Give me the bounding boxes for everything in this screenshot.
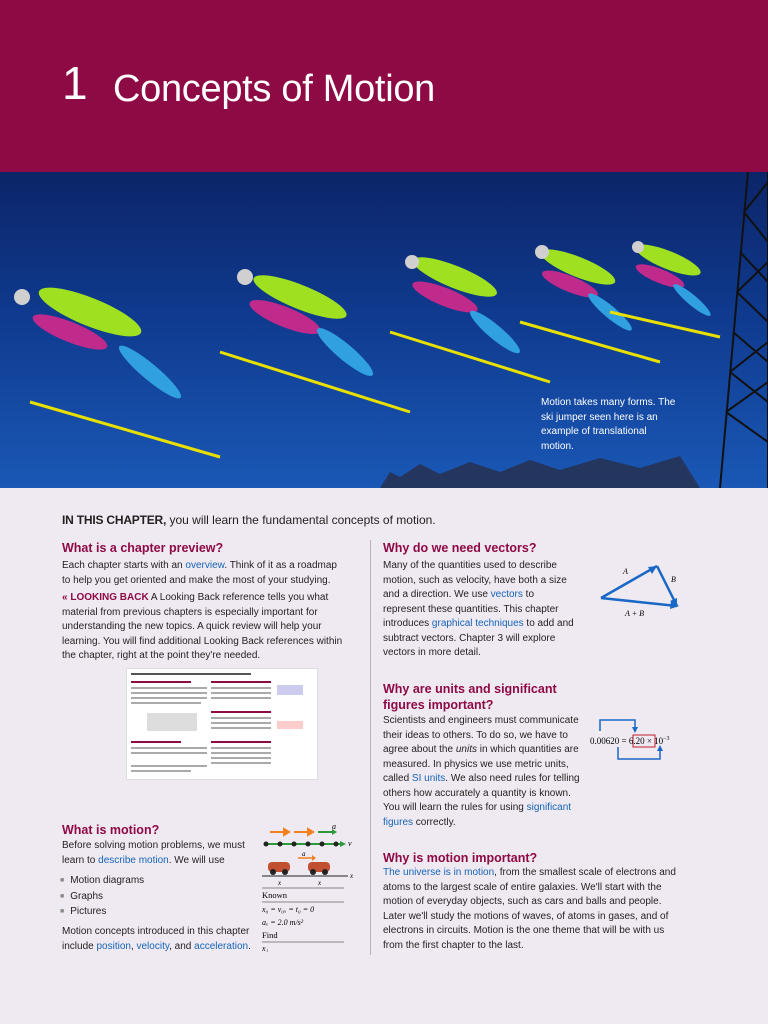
vectors-heading: Why do we need vectors? xyxy=(383,541,537,555)
separator: . xyxy=(248,940,251,952)
ski-jumper-figure-4 xyxy=(520,243,660,362)
ski-jumper-figure-2 xyxy=(220,267,410,412)
list-item: ■ Motion diagrams xyxy=(60,873,144,889)
vector-b-label: B xyxy=(671,575,676,584)
important-text: , from the smallest scale of electrons and atoms to the largest scale of entire galaxies. We'll start with the motion of everyday objects, such as cars and balls and people. Later we'll study the motions of waves, of atoms in gases, and of electrons in circuits. Motion is the one theme that will be with us from the first chapter to the last. xyxy=(383,867,676,951)
intro-bold: IN THIS CHAPTER, xyxy=(62,513,167,527)
units-text: . We also need rules for telling others how accurately a quantity is known. You will learn the rules for using xyxy=(383,773,580,813)
known-equation-1: x₀ = v₀ₓ = t₀ = 0 xyxy=(262,905,315,914)
important-heading: Why is motion important? xyxy=(383,851,538,865)
vector-sum-label: A + B xyxy=(625,609,645,618)
preview-paragraph-1 xyxy=(62,559,344,588)
chapter-number: 1 xyxy=(62,57,88,109)
photo-caption: Motion takes many forms. The ski jumper seen here is an example of translational motion. xyxy=(541,397,676,452)
motion-text: Before solving motion problems, we must learn to xyxy=(62,840,245,866)
units-heading-line: figures important? xyxy=(383,698,494,712)
units-heading xyxy=(383,681,557,713)
universe-in-motion-link[interactable]: The universe is in motion xyxy=(383,867,495,878)
describe-motion-link[interactable]: describe motion xyxy=(98,854,169,866)
known-label: Known xyxy=(262,890,288,900)
motion-diagram xyxy=(258,822,358,952)
motion-text: . We will use xyxy=(168,854,225,866)
accel-vector-label: a xyxy=(332,822,336,831)
preview-text: Each chapter starts with an xyxy=(62,560,186,571)
vectors-text: Many of the quantities used to describe motion, such as velocity, have both a size and a direction. We use xyxy=(383,560,567,600)
vector-a-label: A xyxy=(623,567,628,576)
separator: , and xyxy=(169,940,195,952)
preview-heading: What is a chapter preview? xyxy=(62,541,224,555)
motion-tools-list xyxy=(60,873,144,920)
vectors-paragraph xyxy=(383,559,578,661)
units-heading-line: Why are units and significant xyxy=(383,682,557,696)
list-item: ■ Graphs xyxy=(60,889,144,905)
x-axis-label: x xyxy=(350,872,354,880)
preview-text: . Think of it as a roadmap to help you get oriented and make the most of your studying. xyxy=(62,560,337,586)
x0-label: x xyxy=(278,879,282,887)
ski-jumper-photo xyxy=(0,172,768,488)
ax-label: a xyxy=(302,850,306,858)
motion-paragraph-2 xyxy=(62,925,262,954)
ski-jumper-figure-1 xyxy=(14,278,220,457)
vectors-link[interactable]: vectors xyxy=(490,589,523,600)
intro-text: you will learn the fundamental concepts of motion. xyxy=(166,513,436,527)
motion-heading: What is motion? xyxy=(62,823,160,837)
chapter-title: Concepts of Motion xyxy=(113,68,435,110)
motion-text: Motion concepts introduced in this chapter include xyxy=(62,926,250,952)
tower-structure xyxy=(720,172,768,488)
looking-back-label: « LOOKING BACK xyxy=(62,592,149,603)
find-equation: x₁ xyxy=(262,944,269,952)
preview-paragraph-2 xyxy=(62,591,344,664)
velocity-link[interactable]: velocity xyxy=(136,940,170,952)
position-link[interactable]: position xyxy=(96,940,131,952)
overview-link[interactable]: overview xyxy=(185,560,225,571)
find-label: Find xyxy=(262,930,278,940)
chapter-preview-thumbnail xyxy=(126,668,318,780)
units-paragraph xyxy=(383,714,583,830)
significant-figures-link[interactable]: significant figures xyxy=(383,802,572,828)
vectors-text: to represent these quantities. This chapter introduces xyxy=(383,589,559,629)
acceleration-link[interactable]: acceleration xyxy=(194,940,249,952)
significant-figures-diagram xyxy=(590,715,690,765)
important-paragraph xyxy=(383,866,683,953)
ski-jumper-figure-3 xyxy=(390,250,550,382)
known-equation-2: aₓ = 2.0 m/s² xyxy=(262,918,304,927)
vector-addition-diagram xyxy=(595,556,695,622)
units-text: Scientists and engineers must communicate their ideas to others. To do so, we have to agree about the xyxy=(383,715,579,755)
x1-label: x xyxy=(318,879,322,887)
sig-fig-number: $0.00620 = 6.20 \times 10^{-3}$ xyxy=(590,736,670,746)
graphical-techniques-link[interactable]: graphical techniques xyxy=(431,618,524,629)
column-divider xyxy=(370,540,371,955)
chapter-intro xyxy=(62,513,436,527)
preview-text: A Looking Back reference tells you what material from previous chapters is especially important for understanding the new topics. A quick review will help your learning. You will find additional Looking Back references within the chapter, right at the point they're needed. xyxy=(62,592,343,661)
vectors-text: to add and subtract vectors. Chapter 3 will explore vectors in more detail. xyxy=(383,618,574,658)
chapter-header xyxy=(0,0,768,172)
motion-paragraph-1 xyxy=(62,839,262,868)
units-italic: units xyxy=(455,744,477,755)
list-item: ■ Pictures xyxy=(60,904,144,920)
units-text: in which quantities are measured. In physics we use metric units, called xyxy=(383,744,579,784)
units-text: correctly. xyxy=(413,816,456,828)
si-units-link[interactable]: SI units xyxy=(411,773,446,784)
velocity-vector-label: v xyxy=(348,839,352,848)
separator: , xyxy=(130,940,137,952)
